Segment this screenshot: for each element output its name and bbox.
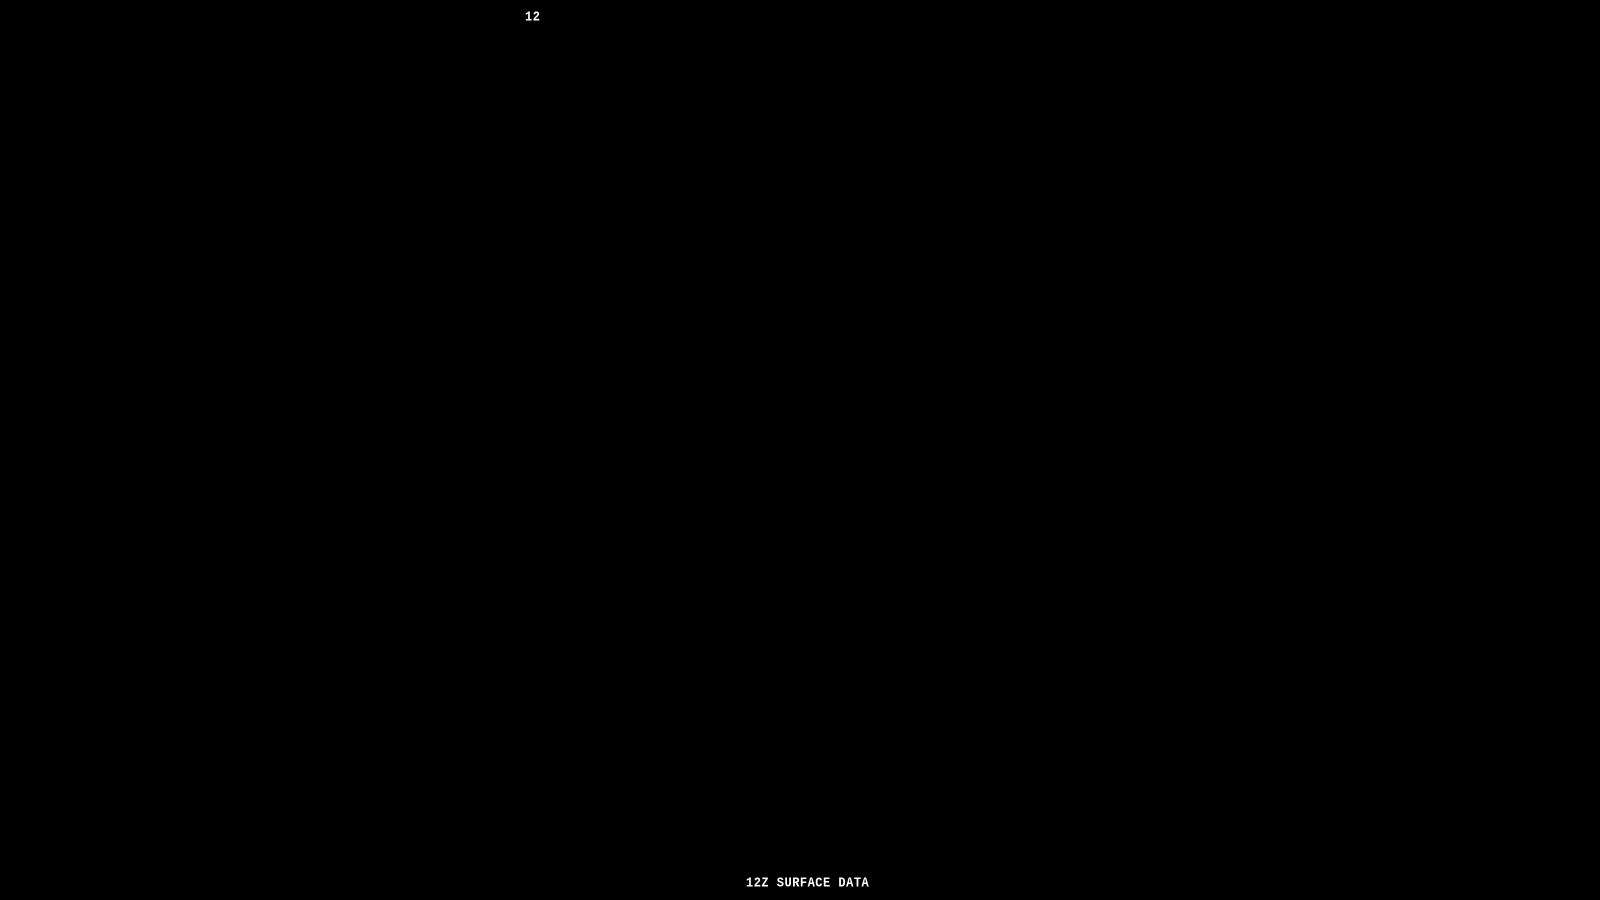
station-plot-value: 12 [525,8,541,25]
map-title: 12Z SURFACE DATA [746,874,870,891]
